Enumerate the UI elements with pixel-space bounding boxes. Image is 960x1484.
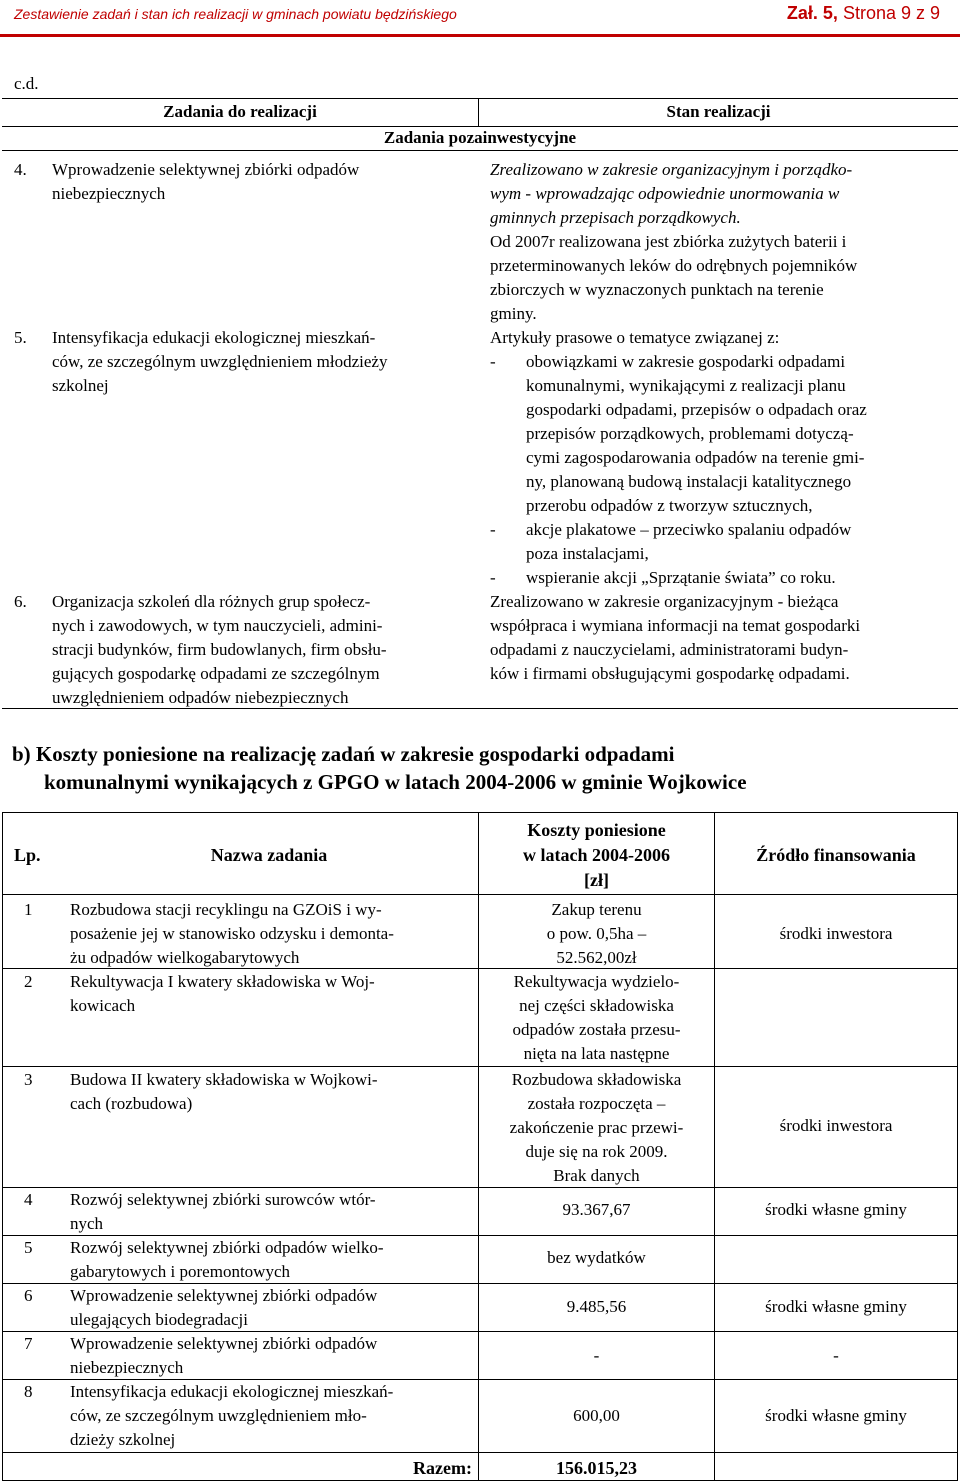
row-funding-source: środki inwestora bbox=[779, 924, 893, 943]
row-lp: 7 bbox=[24, 1334, 33, 1353]
row-cost: Rekultywacja wydzielo- bbox=[513, 972, 680, 991]
bullet-dash: - bbox=[490, 568, 496, 587]
row-task-name: dzieży szkolnej bbox=[70, 1430, 176, 1449]
status-text: współpraca i wymiana informacji na temat gospodarki bbox=[490, 616, 861, 635]
task-text: niebezpiecznych bbox=[52, 184, 166, 203]
row-task-name: Wprowadzenie selektywnej zbiórki odpadów bbox=[70, 1286, 378, 1305]
row-task-name: Rozwój selektywnej zbiórki odpadów wielko- bbox=[70, 1238, 384, 1257]
status-text: Zrealizowano w zakresie organizacyjnym - bieżąca bbox=[490, 592, 839, 611]
row-funding-source: środki własne gminy bbox=[765, 1406, 907, 1425]
row-cost: 9.485,56 bbox=[566, 1297, 627, 1316]
row-task-name: posażenie jej w stanowisko odzysku i demonta- bbox=[70, 924, 394, 943]
status-text: odpadami z nauczycielami, administratorami budyn- bbox=[490, 640, 849, 659]
row-cost: nej części składowiska bbox=[519, 996, 674, 1015]
bullet-text: cymi zagospodarowania odpadów na terenie gmi- bbox=[526, 448, 865, 467]
bullet-text: gospodarki odpadami, przepisów o odpadach oraz bbox=[526, 400, 867, 419]
status-text: Artykuły prasowe o tematyce związanej z: bbox=[490, 328, 780, 347]
column-header-task-name: Nazwa zadania bbox=[210, 845, 328, 865]
bullet-text: poza instalacjami, bbox=[526, 544, 649, 563]
subheader-non-investment: Zadania pozainwestycyjne bbox=[383, 128, 577, 147]
status-text: wym - wprowadzając odpowiednie unormowania w bbox=[490, 184, 840, 203]
row-task-name: kowicach bbox=[70, 996, 136, 1015]
task-text: stracji budynków, firm budowlanych, firm obsłu- bbox=[52, 640, 387, 659]
row-border bbox=[2, 968, 958, 969]
task-text: szkolnej bbox=[52, 376, 109, 395]
row-lp: 2 bbox=[24, 972, 33, 991]
row-funding-source: środki inwestora bbox=[779, 1116, 893, 1135]
row-task-name: Rozbudowa stacji recyklingu na GZOiS i wy- bbox=[70, 900, 382, 919]
task-text: gujących gospodarkę odpadami ze szczególnym bbox=[52, 664, 380, 683]
bullet-text: przerobu odpadów z tworzyw sztucznych, bbox=[526, 496, 813, 515]
task-text: Wprowadzenie selektywnej zbiórki odpadów bbox=[52, 160, 360, 179]
table-top-border bbox=[2, 98, 958, 99]
row-cost: odpadów została przesu- bbox=[512, 1020, 681, 1039]
total-value: 156.015,23 bbox=[556, 1458, 637, 1478]
row-task-name: Rekultywacja I kwatery składowiska w Woj- bbox=[70, 972, 375, 991]
row-task-name: nych bbox=[70, 1214, 104, 1233]
total-label: Razem: bbox=[413, 1458, 472, 1478]
row-lp: 5 bbox=[24, 1238, 33, 1257]
row-cost: Zakup terenu bbox=[551, 900, 642, 919]
column-header-funding-source: Źródło finansowania bbox=[756, 845, 916, 865]
row-task-name: Budowa II kwatery składowiska w Wojkowi- bbox=[70, 1070, 378, 1089]
row-lp: 3 bbox=[24, 1070, 33, 1089]
row-lp: 8 bbox=[24, 1382, 33, 1401]
row-funding-source: środki własne gminy bbox=[765, 1297, 907, 1316]
column-header-lp: Lp. bbox=[14, 845, 41, 865]
page-indicator bbox=[787, 3, 940, 24]
column-header-costs: w latach 2004-2006 bbox=[523, 845, 670, 865]
row-cost: bez wydatków bbox=[547, 1248, 646, 1267]
continuation-label: c.d. bbox=[14, 74, 39, 93]
row-lp: 4 bbox=[24, 1190, 33, 1209]
page-number: Strona 9 z 9 bbox=[842, 3, 940, 23]
bullet-text: akcje plakatowe – przeciwko spalaniu odpadów bbox=[526, 520, 852, 539]
column-header-tasks: Zadania do realizacji bbox=[163, 102, 317, 121]
row-funding-source: - bbox=[833, 1346, 839, 1365]
section-b-heading: b) Koszty poniesione na realizację zadań w zakresie gospodarki odpadami bbox=[12, 742, 675, 766]
task-text: Organizacja szkoleń dla różnych grup społecz- bbox=[52, 592, 371, 611]
costs-table-bottom-border bbox=[2, 1452, 958, 1453]
column-header-status: Stan realizacji bbox=[666, 102, 771, 121]
row-task-name: gabarytowych i poremontowych bbox=[70, 1262, 290, 1281]
bullet-dash: - bbox=[490, 520, 496, 539]
column-header-costs: Koszty poniesione bbox=[527, 820, 666, 840]
row-task-name: Rozwój selektywnej zbiórki surowców wtór- bbox=[70, 1190, 376, 1209]
task-text: uwzględnieniem odpadów niebezpiecznych bbox=[52, 688, 349, 707]
task-text: nych i zawodowych, w tym nauczycieli, admini- bbox=[52, 616, 383, 635]
row-lp: 1 bbox=[24, 900, 33, 919]
row-border bbox=[2, 1066, 958, 1067]
task-number: 4. bbox=[14, 160, 27, 179]
bullet-text: ny, planowaną budową instalacji katalitycznego bbox=[526, 472, 852, 491]
row-cost: została rozpoczęta – bbox=[527, 1094, 666, 1113]
bullet-text: obowiązkami w zakresie gospodarki odpadami bbox=[526, 352, 846, 371]
row-cost: Rozbudowa składowiska bbox=[511, 1070, 682, 1089]
row-task-name: żu odpadów wielkogabarytowych bbox=[70, 948, 300, 967]
task-text: ców, ze szczególnym uwzględnieniem młodzieży bbox=[52, 352, 388, 371]
row-cost: - bbox=[593, 1346, 600, 1365]
row-cost: nięta na lata następne bbox=[523, 1044, 670, 1063]
bullet-text: komunalnymi, wynikającymi z realizacji planu bbox=[526, 376, 846, 395]
bullet-text: wspieranie akcji „Sprzątanie świata” co roku. bbox=[526, 568, 836, 587]
status-text: gminnych przepisach porządkowych. bbox=[490, 208, 741, 227]
task-number: 6. bbox=[14, 592, 27, 611]
task-number: 5. bbox=[14, 328, 27, 347]
row-funding-source: środki własne gminy bbox=[765, 1200, 907, 1219]
column-header-costs: [zł] bbox=[584, 870, 609, 890]
status-text: gminy. bbox=[490, 304, 537, 323]
status-text: Od 2007r realizowana jest zbiórka zużytych baterii i bbox=[490, 232, 847, 251]
row-lp: 6 bbox=[24, 1286, 33, 1305]
row-task-name: ulegających biodegradacji bbox=[70, 1310, 248, 1329]
subheader-row-border bbox=[2, 150, 958, 151]
status-text: ków i firmami obsługującymi gospodarkę odpadami. bbox=[490, 664, 850, 683]
row-cost: Brak danych bbox=[553, 1166, 640, 1185]
bullet-dash: - bbox=[490, 352, 496, 371]
row-cost: 600,00 bbox=[573, 1406, 620, 1425]
status-text: przeterminowanych leków do odrębnych pojemników bbox=[490, 256, 858, 275]
document-title: Zestawienie zadań i stan ich realizacji w gminach powiatu będzińskiego bbox=[14, 6, 457, 22]
row-task-name: Intensyfikacja edukacji ekologicznej mieszkań- bbox=[70, 1382, 394, 1401]
section-b-heading-cont: komunalnymi wynikających z GPGO w latach 2004-2006 w gminie Wojkowice bbox=[44, 770, 747, 794]
costs-total-bottom-border bbox=[2, 1480, 958, 1481]
row-cost: duje się na rok 2009. bbox=[525, 1142, 668, 1161]
bullet-text: przepisów porządkowych, problemami dotyczą- bbox=[526, 424, 854, 443]
costs-header-border bbox=[2, 894, 958, 895]
task-text: Intensyfikacja edukacji ekologicznej mieszkań- bbox=[52, 328, 376, 347]
row-task-name: ców, ze szczególnym uwzględnieniem mło- bbox=[70, 1406, 367, 1425]
attachment-ref: Zał. 5, bbox=[786, 3, 838, 23]
row-cost: zakończenie prac przewi- bbox=[509, 1118, 684, 1137]
row-task-name: Wprowadzenie selektywnej zbiórki odpadów bbox=[70, 1334, 378, 1353]
costs-table-top-border bbox=[2, 812, 958, 813]
row-cost: 93.367,67 bbox=[562, 1200, 631, 1219]
row-task-name: cach (rozbudowa) bbox=[70, 1094, 193, 1113]
row-cost: 52.562,00zł bbox=[556, 948, 637, 967]
row-task-name: niebezpiecznych bbox=[70, 1358, 184, 1377]
status-text: zbiorczych w wyznaczonych punktach na terenie bbox=[490, 280, 824, 299]
row-cost: o pow. 0,5ha – bbox=[546, 924, 647, 943]
status-text: Zrealizowano w zakresie organizacyjnym i porządko- bbox=[490, 160, 853, 179]
header-rule bbox=[0, 34, 960, 37]
